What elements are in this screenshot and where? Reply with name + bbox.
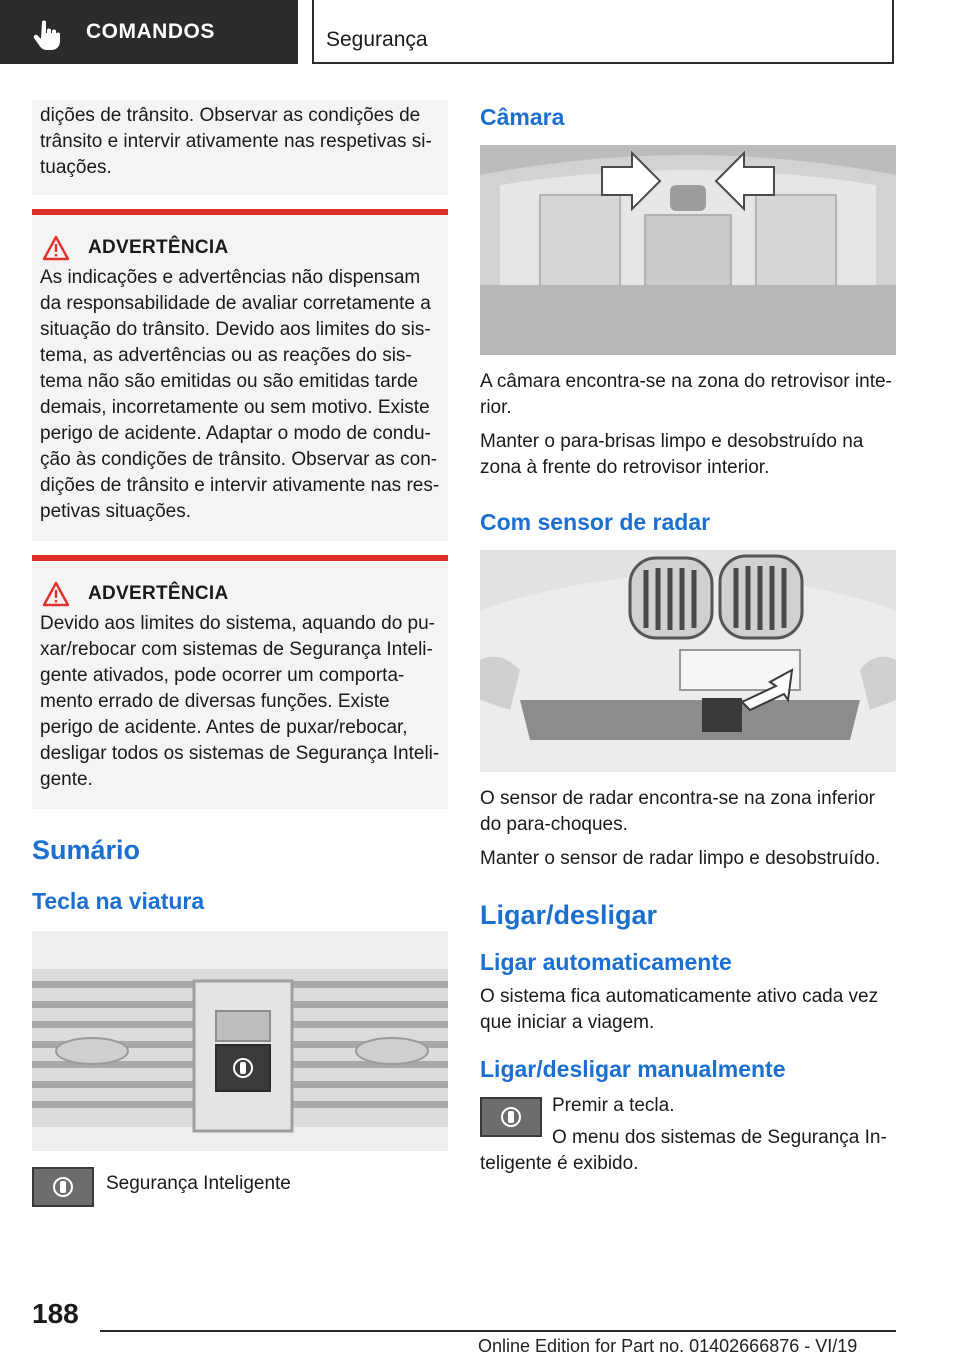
text-line: perigo de acidente. Antes de puxar/rebocar, (40, 717, 408, 738)
camera-heading: Câmara (480, 104, 565, 130)
key-in-vehicle-image (32, 931, 448, 1151)
intelligent-safety-key-icon (480, 1097, 542, 1137)
text-line: A câmara encontra-se na zona do retrovisor inte- (480, 371, 892, 392)
rear-cabin-illustration (480, 145, 896, 355)
intelligent-safety-key-icon (32, 1167, 94, 1207)
text-line: O sensor de radar encontra-se na zona inferior (480, 788, 875, 809)
text-line: desligar todos os sistemas de Segurança Inteli- (40, 743, 440, 764)
summary-heading: Sumário (32, 835, 141, 865)
camera-text-1 (480, 369, 896, 421)
text-line: que iniciar a viagem. (480, 1012, 655, 1033)
continued-warning-box (32, 100, 448, 195)
warning-title-label: ADVERTÊNCIA (88, 583, 229, 604)
text-line: demais, incorretamente ou sem motivo. Existe (40, 397, 430, 418)
text-line: mento errado de diversas funções. Existe (40, 691, 390, 712)
key-caption: Segurança Inteligente (106, 1173, 291, 1194)
chapter-tab (0, 0, 298, 64)
radar-sensor-image (480, 550, 896, 772)
hand-pointer-icon (30, 18, 64, 52)
text-line: do para-choques. (480, 814, 628, 835)
text-line: situação do trânsito. Devido aos limites do sis- (40, 319, 431, 340)
radar-text-2 (480, 846, 896, 872)
text-line: tuações. (40, 157, 112, 178)
text-line: da responsabilidade de avaliar corretamente a (40, 293, 431, 314)
manual-step-1: Premir a tecla. (552, 1095, 675, 1116)
key-caption-row (32, 1167, 448, 1207)
key-heading: Tecla na viatura (32, 888, 205, 914)
text-line: xar/rebocar com sistemas de Segurança Inteli- (40, 639, 433, 660)
radar-text-1 (480, 786, 896, 838)
warning-box-2 (32, 555, 448, 809)
section-header-label: Segurança (326, 28, 428, 51)
text-line: petivas situações. (40, 501, 192, 522)
text-line: dições de trânsito e intervir ativamente nas res- (40, 475, 440, 496)
text-line: tema não são emitidas ou são emitidas tarde (40, 371, 419, 392)
manual-step-2-line1: O menu dos sistemas de Segurança In- (552, 1127, 887, 1148)
right-column (480, 100, 896, 1173)
auto-heading: Ligar automaticamente (480, 949, 732, 975)
warning-triangle-icon (42, 235, 70, 261)
text-line: rior. (480, 397, 512, 418)
section-header (312, 0, 894, 64)
text-line: Devido aos limites do sistema, aquando do pu- (40, 613, 436, 634)
text-line: Manter o sensor de radar limpo e desobstruído. (480, 848, 881, 869)
manual-instructions (480, 1093, 896, 1173)
page-number: 188 (32, 1298, 79, 1329)
text-line: zona à frente do retrovisor interior. (480, 457, 770, 478)
warning-triangle-icon (42, 581, 70, 607)
warning-title (40, 581, 440, 607)
text-line: trânsito e intervir ativamente nas respetivas si- (40, 131, 432, 152)
text-line: gente. (40, 769, 93, 790)
on-off-heading: Ligar/desligar (480, 900, 658, 930)
warning-box-1 (32, 209, 448, 541)
chapter-tab-label: COMANDOS (86, 20, 215, 43)
radar-heading: Com sensor de radar (480, 509, 711, 535)
left-column (32, 100, 448, 1207)
text-line: gente ativados, pode ocorrer um comporta- (40, 665, 405, 686)
text-line: ção às condições de trânsito. Observar as con- (40, 449, 438, 470)
auto-text (480, 984, 896, 1036)
manual-step-2-line2: teligente é exibido. (480, 1153, 639, 1174)
text-line: O sistema fica automaticamente ativo cada vez (480, 986, 879, 1007)
text-line: tema, as advertências ou as reações do sis- (40, 345, 412, 366)
front-bumper-illustration (480, 550, 896, 772)
edition-text: Online Edition for Part no. 01402666876 - VI/19 (478, 1336, 858, 1356)
text-line: Manter o para-brisas limpo e desobstruído na (480, 431, 864, 452)
air-vent-illustration (32, 931, 448, 1151)
text-line: perigo de acidente. Adaptar o modo de condu- (40, 423, 431, 444)
footer-divider (100, 1330, 896, 1332)
camera-location-image (480, 145, 896, 355)
manual-heading: Ligar/desligar manualmente (480, 1056, 786, 1082)
page-header (0, 0, 960, 66)
warning-title (40, 235, 440, 261)
text-line: dições de trânsito. Observar as condições de (40, 105, 421, 126)
warning-title-label: ADVERTÊNCIA (88, 237, 229, 258)
camera-text-2 (480, 429, 896, 481)
text-line: As indicações e advertências não dispensam (40, 267, 421, 288)
